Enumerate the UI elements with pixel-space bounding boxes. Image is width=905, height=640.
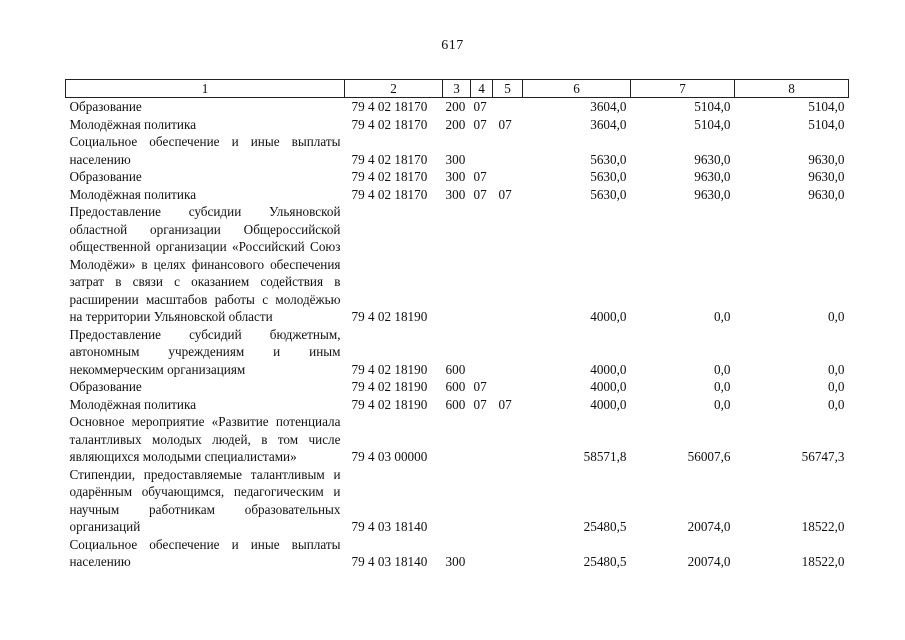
row-amount-1: 5630,0 (590, 151, 627, 167)
row-code: 79 4 03 18140 (351, 554, 428, 569)
row-amount-1: 4000,0 (590, 361, 627, 377)
row-group (443, 413, 471, 466)
row-section: 07 (473, 169, 487, 184)
row-group: 600 (445, 361, 466, 377)
row-amount-1: 4000,0 (590, 396, 627, 412)
row-amount-1: 4000,0 (590, 309, 627, 324)
table-row (66, 133, 849, 168)
row-name: Молодёжная политика (69, 186, 197, 202)
table-row (66, 168, 849, 186)
row-section (471, 133, 493, 168)
row-section: 07 (473, 396, 487, 412)
row-name: Образование (69, 169, 142, 184)
row-group: 600 (445, 396, 466, 412)
row-amount-3: 9630,0 (808, 169, 845, 184)
row-amount-2: 0,0 (714, 396, 731, 412)
table-row (66, 326, 849, 379)
row-code: 79 4 02 18170 (351, 116, 428, 132)
table-row (66, 116, 849, 134)
row-amount-3: 0,0 (828, 396, 845, 412)
row-amount-2: 5104,0 (694, 116, 731, 132)
row-subsection: 07 (498, 186, 512, 202)
row-amount-1: 25480,5 (583, 519, 627, 534)
row-amount-3: 56747,3 (801, 449, 845, 464)
row-amount-3: 18522,0 (801, 519, 845, 534)
row-amount-2: 5104,0 (694, 99, 731, 114)
table-row (66, 396, 849, 414)
row-amount-2: 9630,0 (694, 151, 731, 167)
row-section (471, 326, 493, 379)
column-header-name: 1 (66, 80, 345, 98)
row-code: 79 4 02 18170 (351, 169, 428, 184)
row-group (443, 203, 471, 326)
row-name: Предоставление субсидий бюджетным, автономным учреждениям и иным некоммерческим организациям (69, 326, 341, 377)
column-header-amount-1: 6 (523, 80, 631, 98)
column-header-section: 4 (471, 80, 493, 98)
row-section (471, 536, 493, 571)
row-amount-3: 0,0 (828, 309, 845, 324)
row-amount-1: 5630,0 (590, 169, 627, 184)
row-amount-3: 18522,0 (801, 554, 845, 569)
table-row (66, 378, 849, 396)
column-header-amount-2: 7 (631, 80, 735, 98)
row-group: 300 (445, 554, 466, 569)
row-amount-1: 3604,0 (590, 99, 627, 114)
row-name: Образование (69, 379, 142, 394)
row-amount-2: 56007,6 (687, 449, 731, 464)
row-subsection (493, 203, 523, 326)
row-section: 07 (473, 116, 487, 132)
row-name: Предоставление субсидии Ульяновской областной организации Общероссийской общественной организации «Российский Союз Молодёжи» в целях финансового обеспечения затрат в связи с оказанием содействия в расширении масштабов работы с молодёжью на территории Ульяновской области (69, 204, 341, 324)
table-row (66, 413, 849, 466)
row-name: Молодёжная политика (69, 116, 197, 132)
row-subsection: 07 (498, 116, 512, 132)
row-amount-1: 58571,8 (583, 449, 627, 464)
row-amount-2: 9630,0 (694, 169, 731, 184)
row-group: 200 (445, 99, 466, 114)
row-code: 79 4 02 18190 (351, 396, 428, 412)
row-section (471, 203, 493, 326)
row-subsection (493, 378, 523, 396)
table-row (66, 203, 849, 326)
row-subsection (493, 413, 523, 466)
row-amount-3: 5104,0 (808, 116, 845, 132)
row-name: Стипендии, предоставляемые талантливым и одарённым обучающимся, педагогическим и научным работникам образовательных организаций (69, 466, 341, 534)
row-code: 79 4 02 18190 (351, 361, 428, 377)
row-code: 79 4 02 18190 (351, 379, 428, 394)
row-group: 600 (445, 379, 466, 394)
row-amount-3: 9630,0 (808, 151, 845, 167)
table-row (66, 466, 849, 536)
row-group (443, 466, 471, 536)
row-section (471, 466, 493, 536)
budget-table (65, 79, 849, 571)
row-name: Социальное обеспечение и иные выплаты населению (69, 536, 341, 569)
row-section: 07 (473, 99, 487, 114)
row-name: Молодёжная политика (69, 396, 197, 412)
row-subsection (493, 536, 523, 571)
row-amount-2: 9630,0 (694, 186, 731, 202)
row-amount-3: 5104,0 (808, 99, 845, 114)
row-name: Основное мероприятие «Развитие потенциала талантливых молодых людей, в том числе являющихся молодыми специалистами» (69, 414, 341, 464)
row-amount-1: 4000,0 (590, 379, 627, 394)
row-amount-3: 9630,0 (808, 186, 845, 202)
row-code: 79 4 03 00000 (351, 449, 428, 464)
row-amount-2: 0,0 (714, 379, 731, 394)
row-amount-2: 20074,0 (687, 519, 731, 534)
row-name: Образование (69, 99, 142, 114)
row-group: 200 (445, 116, 466, 132)
row-amount-1: 25480,5 (583, 554, 627, 569)
column-header-code: 2 (345, 80, 443, 98)
row-subsection (493, 168, 523, 186)
row-amount-1: 5630,0 (590, 186, 627, 202)
row-amount-2: 0,0 (714, 309, 731, 324)
column-header-amount-3: 8 (735, 80, 849, 98)
row-amount-2: 0,0 (714, 361, 731, 377)
row-code: 79 4 02 18170 (351, 186, 428, 202)
table-row (66, 98, 849, 116)
row-group: 300 (445, 169, 466, 184)
column-header-subsection: 5 (493, 80, 523, 98)
page-number: 617 (441, 38, 464, 53)
table-row (66, 536, 849, 571)
row-amount-2: 20074,0 (687, 554, 731, 569)
table-header-row (66, 80, 849, 98)
row-section: 07 (473, 186, 487, 202)
row-code: 79 4 03 18140 (351, 519, 428, 534)
row-code: 79 4 02 18190 (351, 309, 428, 324)
row-subsection: 07 (498, 396, 512, 412)
row-code: 79 4 02 18170 (351, 99, 428, 114)
row-code: 79 4 02 18170 (351, 151, 428, 167)
row-amount-3: 0,0 (828, 379, 845, 394)
row-subsection (493, 98, 523, 116)
row-amount-1: 3604,0 (590, 116, 627, 132)
row-subsection (493, 466, 523, 536)
row-section: 07 (473, 379, 487, 394)
row-section (471, 413, 493, 466)
row-subsection (493, 326, 523, 379)
row-group: 300 (445, 186, 466, 202)
row-name: Социальное обеспечение и иные выплаты населению (69, 134, 341, 167)
table-row (66, 186, 849, 204)
row-group: 300 (445, 151, 466, 167)
column-header-group: 3 (443, 80, 471, 98)
row-amount-3: 0,0 (828, 361, 845, 377)
row-subsection (493, 133, 523, 168)
